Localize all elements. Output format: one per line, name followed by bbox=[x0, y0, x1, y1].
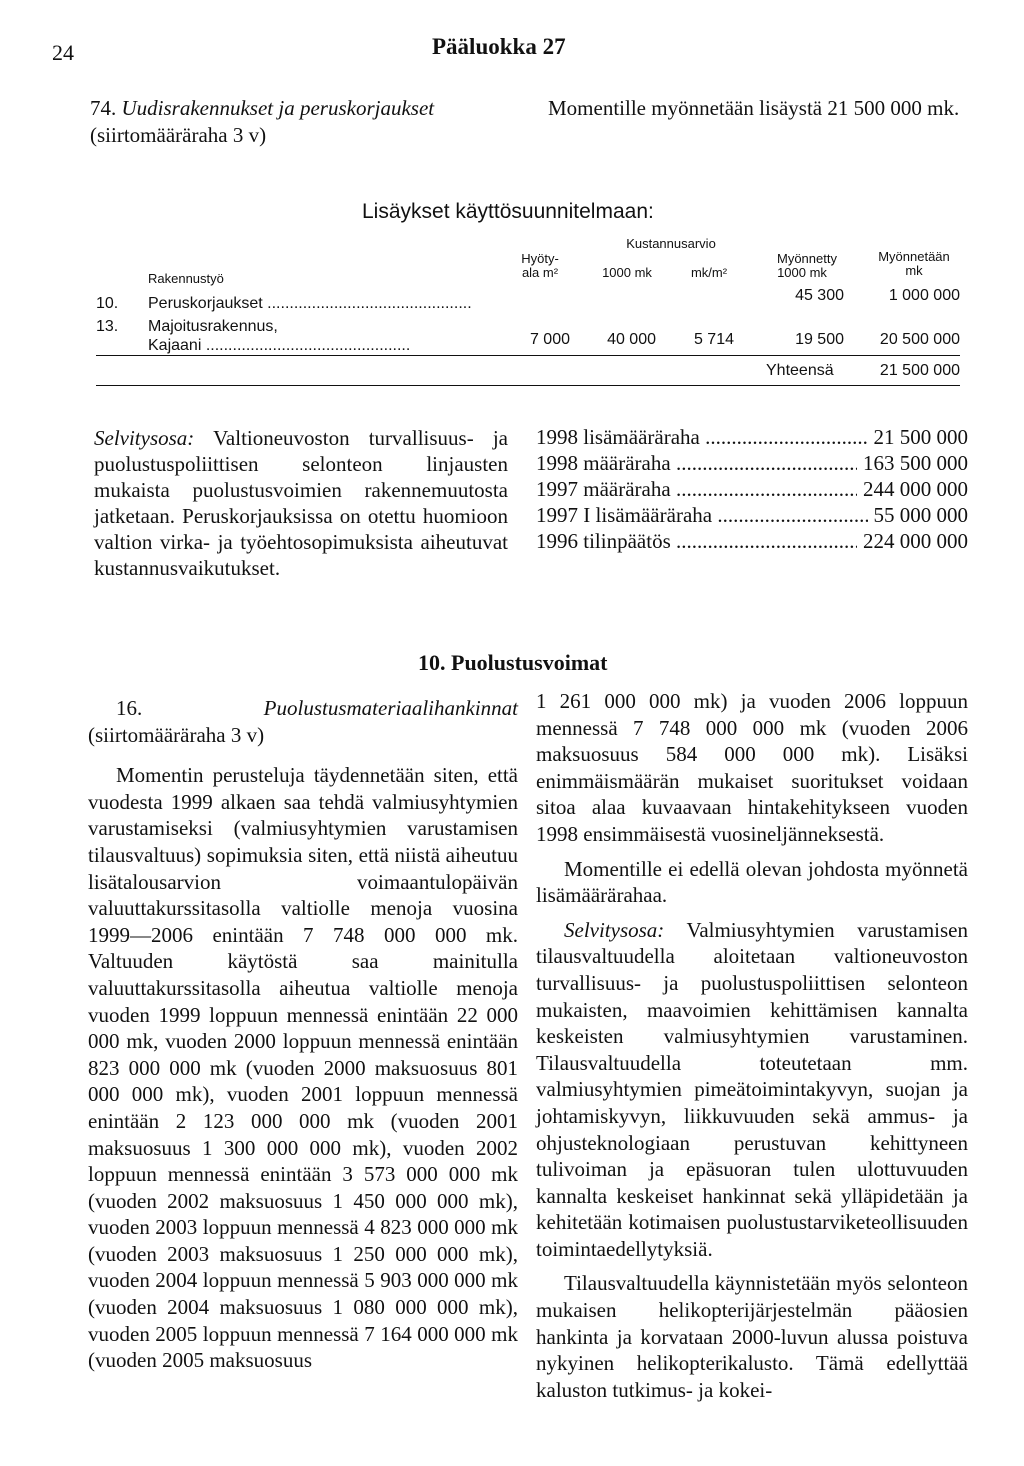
item-16-paragraph-cont: 1 261 000 000 mk) ja vuoden 2006 loppuun mennessä 7 748 000 000 mk (vuoden 2006 maksuosuus 584 000 000 mk). Lisäksi enimmäismäärän mukaiset suoritukset voidaan sitoa alaa kuvaavaan hintakehitykseen vuoden 1998 ensimmäisestä vuosineljänneksestä. bbox=[536, 689, 968, 846]
table-row-num: 10. bbox=[96, 295, 119, 312]
explanation-label: Selvitysosa: bbox=[94, 426, 195, 450]
table-cell-hyotyala: 7 000 bbox=[529, 331, 570, 348]
table-cell-myonnetaan: 20 500 000 bbox=[879, 331, 960, 348]
item-16-paragraph-2: Momentille ei edellä olevan johdosta myönnetä lisämäärärahaa. bbox=[536, 856, 968, 908]
table-cell-myonnetaan: 1 000 000 bbox=[888, 287, 960, 304]
page-title: Pääluokka 27 bbox=[432, 34, 566, 59]
header-kustannusarvio: Kustannusarvio bbox=[626, 236, 716, 251]
header-myonnetty-1: Myönnetty bbox=[777, 251, 837, 266]
right-column bbox=[536, 688, 968, 1403]
table-total-label: Yhteensä bbox=[766, 362, 834, 379]
list-item: 1998 määräraha ..... 163 500 000 bbox=[536, 451, 968, 477]
list-item: 1997 I lisämääräraha ..... 55 000 000 bbox=[536, 503, 968, 529]
header-myonnetaan-2: mk bbox=[905, 263, 923, 278]
table-caption: Lisäykset käyttösuunnitelmaan: bbox=[362, 200, 654, 223]
item-74-title: Uudisrakennukset ja peruskorjaukset bbox=[121, 96, 435, 120]
header-1000mk: 1000 mk bbox=[602, 265, 652, 280]
table-row-name-cont: Kajaani ..... bbox=[148, 337, 480, 355]
page-number: 24 bbox=[52, 40, 74, 65]
section-heading: 10. Puolustusvoimat bbox=[418, 650, 608, 675]
header-rakennustyo: Rakennustyö bbox=[148, 271, 224, 286]
table-cell-myonnetty: 19 500 bbox=[795, 331, 844, 348]
header-hyotyala-2: ala m² bbox=[521, 265, 559, 280]
table-rule-bottom bbox=[96, 385, 960, 386]
item-74-subtitle: (siirtomääräraha 3 v) bbox=[90, 123, 267, 147]
header-myonnetty-2: 1000 mk bbox=[777, 265, 827, 280]
item-16-paragraph-3: Selvitysosa: Valmiusyhtymien varustamisen tilausvaltuudella aloitetaan valtioneuvoston turvallisuus- ja puolustuspoliittisen selonteon mukaisten, maavoimien kehittämisen kannalta keskeisten valmiusyhtymien varustaminen. Tilausvaltuudella toteutetaan mm. valmiusyhtymien pimeätoimintakyvyn, suojan ja johtamiskyvyn, liikkuvuuden sekä ammus- ja ohjusteknologiaan perustuvan kehittyneen tulivoiman ja epäsuoran tulen ulottuvuuden kannalta keskeiset hankinnat sekä ylläpidetään ja kehitetään kotimaisen puolustustarviketeollisuuden toimintaedellytyksiä. bbox=[536, 917, 968, 1261]
list-item: 1998 lisämääräraha ..... 21 500 000 bbox=[536, 425, 968, 451]
table-row-num: 13. bbox=[96, 318, 119, 335]
item-16-paragraph-4: Tilausvaltuudella käynnistetään myös selonteon mukaisen helikopterijärjestelmän pääosien hankinta ja korvataan 2000-luvun alussa poistuva nykyinen helikopterikalusto. Tämä edellyttää kaluston tutkimus- ja kokei- bbox=[536, 1271, 968, 1402]
list-item: 1997 määräraha ..... 244 000 000 bbox=[536, 477, 968, 503]
item-16-heading: 16. Puolustusmateriaalihankinnat (siirtomääräraha 3 v) bbox=[88, 696, 518, 747]
table-row-name: Peruskorjaukset ..... bbox=[148, 295, 480, 313]
explanation-paragraph bbox=[94, 425, 508, 581]
header-mk-per-m2: mk/m² bbox=[690, 265, 728, 280]
item-74-increase-note: Momentille myönnetään lisäystä 21 500 000 mk. bbox=[548, 96, 960, 120]
table-cell-myonnetty: 45 300 bbox=[795, 287, 844, 304]
table-cell-1000mk: 40 000 bbox=[607, 331, 656, 348]
item-16-paragraph: Momentin perusteluja täydennetään siten, että vuodesta 1999 alkaen saa tehdä valmiusyhtymien varustamiseksi (valmiusyhtymien varustamisen tilausvaltuus) sopimuksia siten, että niistä aiheutuu lisätalousarvion voimaantulopäivän valuuttakurssitasolla valtiolle menoja vuosina 1999—2006 enintään 7 748 000 000 mk. Valtuuden käytöstä saa mainitulla valuuttakurssitasolla aiheutua valtiolle menoja vuoden 1999 loppuun mennessä enintään 22 000 000 mk, vuoden 2000 loppuun mennessä enintään 823 000 000 mk (vuoden 2000 maksuosuus 801 000 000 mk), vuoden 2001 loppuun mennessä enintään 2 123 000 000 mk (vuoden 2001 maksuosuus 1 300 000 000 mk), vuoden 2002 loppuun mennessä enintään 3 573 000 000 mk (vuoden 2002 maksuosuus 1 450 000 000 mk), vuoden 2003 loppuun mennessä 4 823 000 000 mk (vuoden 2003 maksuosuus 1 250 000 000 mk), vuoden 2004 loppuun mennessä 5 903 000 000 mk (vuoden 2004 maksuosuus 1 080 000 000 mk), vuoden 2005 loppuun mennessä 7 164 000 000 mk (vuoden 2005 maksuosuus bbox=[88, 763, 518, 1373]
left-column bbox=[88, 695, 518, 1374]
table-rule bbox=[96, 355, 960, 356]
item-74-heading bbox=[90, 95, 530, 149]
table-total-value: 21 500 000 bbox=[879, 362, 960, 379]
item-74-number: 74. bbox=[90, 96, 117, 120]
header-myonnetaan-1: Myönnetään bbox=[878, 249, 950, 264]
explanation-text: Valtioneuvoston turvallisuus- ja puolustuspoliittisen selonteon linjausten mukaista puolustusvoimien rakennemuutosta jatketaan. Peruskorjauksissa on otettu huomioon valtion virka- ja työehtosopimuksista aiheutuvat kustannusvaikutukset. bbox=[94, 426, 508, 580]
table-cell-mk-per-m2: 5 714 bbox=[693, 331, 734, 348]
table-row-name: Majoitusrakennus, bbox=[148, 318, 278, 335]
list-item: 1996 tilinpäätös ..... 224 000 000 bbox=[536, 529, 968, 555]
header-hyotyala-1: Hyöty- bbox=[521, 251, 559, 266]
